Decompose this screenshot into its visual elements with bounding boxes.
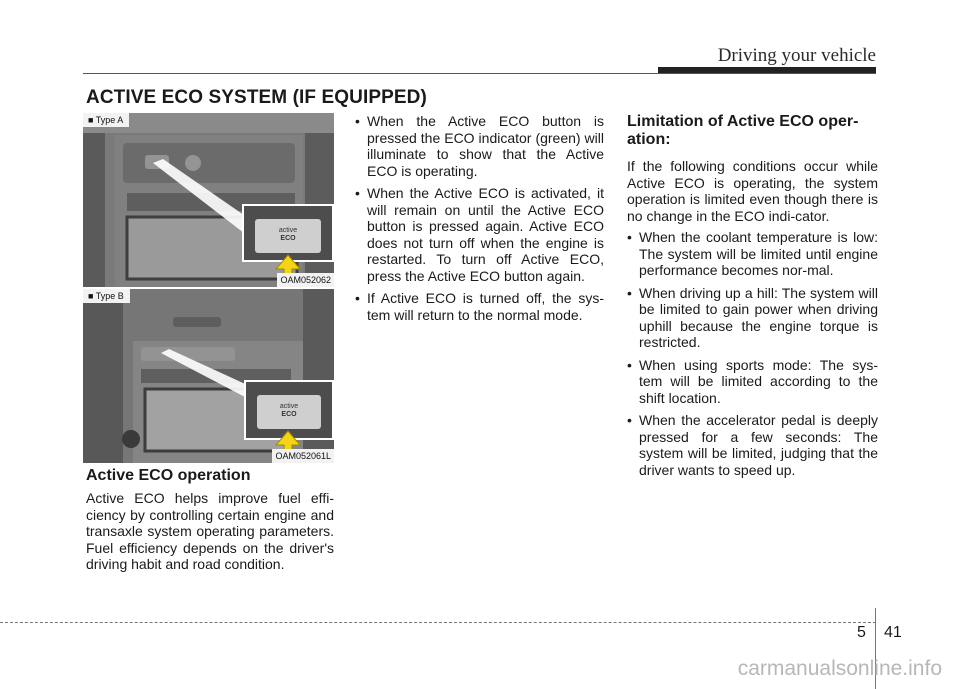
footer-rule (0, 622, 876, 623)
list-item-text: When the Active ECO button is pressed the ECO indicator (green) will illuminate to show that the Active ECO is operating. (367, 113, 604, 179)
list-item-text: If Active ECO is turned off, the sys-tem will return to the normal mode. (367, 290, 604, 323)
dashboard-photo-type-a (83, 113, 334, 287)
list-item (355, 113, 604, 179)
list-item (355, 185, 604, 284)
figure-code: OAM052061L (272, 449, 334, 463)
eco-button-text: ECO (281, 411, 297, 418)
figure-type-label: ■ Type A (83, 113, 129, 127)
figure-type-b (83, 289, 334, 463)
limitation-intro: If the following conditions occur while Active ECO is operating, the system operation is limited even though there is no change in the ECO indi-cator. (627, 158, 878, 224)
operation-heading: Active ECO operation (86, 467, 251, 484)
section-title: ACTIVE ECO SYSTEM (IF EQUIPPED) (86, 87, 427, 108)
limitation-heading: Limitation of Active ECO oper-ation: (627, 113, 859, 148)
figure-type-a (83, 113, 334, 287)
bullet-dot: • (355, 113, 360, 129)
list-item-text: When the Active ECO is activated, it will remain on until the Active ECO button is pressed again. Active ECO does not turn off when the engine is restarted. To turn off Active ECO, press the Active ECO button again. (367, 185, 604, 284)
figure-type-label: ■ Type B (83, 289, 130, 303)
bullet-dot: • (627, 229, 632, 245)
bullet-dot: • (627, 284, 632, 301)
list-item-text: When the accelerator pedal is deeply pressed for a few seconds: The system will be limited, judging that the driver wants to speed up. (639, 412, 878, 478)
list-item (627, 412, 878, 478)
list-item-text: When using sports mode: The sys-tem will be limited according to the shift location. (639, 356, 878, 406)
figure-code: OAM052062 (277, 273, 334, 287)
list-item (627, 285, 878, 351)
header-title: Driving your vehicle (717, 45, 876, 66)
watermark[interactable]: carmanualsonline.info (737, 657, 942, 680)
eco-button-text: active (278, 227, 298, 234)
list-item-text: When driving up a hill: The system will be limited to gain power when driving uphill because the engine torque is restricted. (639, 284, 878, 350)
eco-button-text: active (279, 403, 299, 410)
list-item (355, 290, 604, 323)
right-column (627, 113, 878, 484)
bullet-dot: • (627, 356, 632, 373)
dashboard-photo-type-b (83, 289, 334, 463)
bullet-dot: • (627, 412, 632, 428)
eco-button-text: ECO (280, 235, 296, 242)
chapter-number: 5 (857, 624, 866, 641)
list-item (627, 229, 878, 279)
bullet-dot: • (355, 185, 360, 201)
list-item-text: When the coolant temperature is low: The system will be limited until engine performance becomes nor-mal. (639, 229, 878, 278)
bullet-dot: • (355, 290, 360, 306)
header-rule (83, 73, 876, 74)
operation-text: Active ECO helps improve fuel effi-ciency by controlling certain engine and transaxle system operating parameters. Fuel efficiency depends on the driver's driving habit and road condition. (86, 490, 334, 572)
middle-column (355, 113, 604, 329)
page-number: 41 (884, 624, 902, 641)
list-item (627, 357, 878, 407)
